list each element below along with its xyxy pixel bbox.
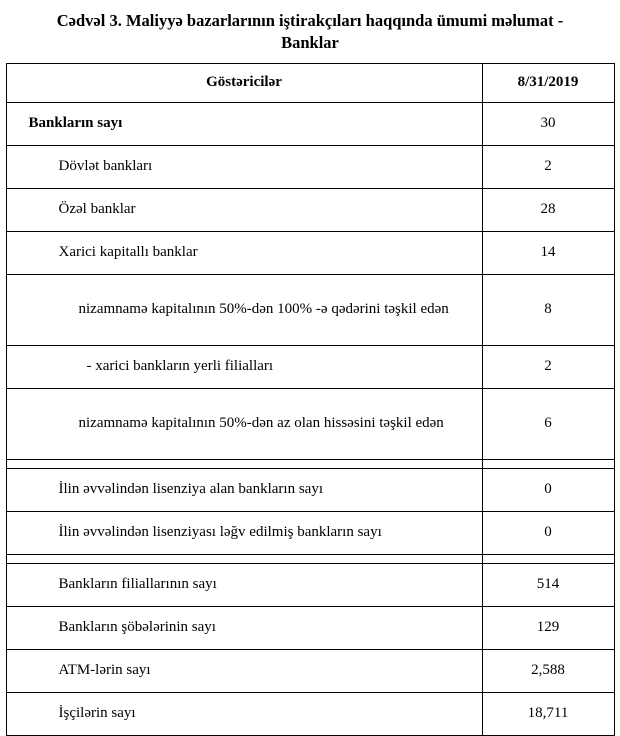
table-row bbox=[6, 649, 614, 692]
row-label: ATM-lərin sayı bbox=[6, 649, 482, 692]
spacer-cell bbox=[6, 459, 482, 468]
row-label: Bankların şöbələrinin sayı bbox=[6, 606, 482, 649]
table-header bbox=[6, 63, 614, 102]
row-label: İlin əvvəlindən lisenziya alan bankların sayı bbox=[6, 468, 482, 511]
table-row bbox=[6, 692, 614, 735]
table-row bbox=[6, 231, 614, 274]
row-label: - xarici bankların yerli filialları bbox=[6, 345, 482, 388]
row-value: 6 bbox=[482, 388, 614, 459]
row-value: 0 bbox=[482, 468, 614, 511]
row-value: 0 bbox=[482, 511, 614, 554]
row-value: 28 bbox=[482, 188, 614, 231]
row-label: Xarici kapitallı banklar bbox=[6, 231, 482, 274]
row-label: İşçilərin sayı bbox=[6, 692, 482, 735]
table-row bbox=[6, 388, 614, 459]
row-value: 2 bbox=[482, 145, 614, 188]
table-row bbox=[6, 563, 614, 606]
table-header-row bbox=[6, 63, 614, 102]
row-label: Özəl banklar bbox=[6, 188, 482, 231]
row-value: 30 bbox=[482, 102, 614, 145]
row-value: 18,711 bbox=[482, 692, 614, 735]
row-value: 514 bbox=[482, 563, 614, 606]
row-value: 2 bbox=[482, 345, 614, 388]
banks-summary-table bbox=[6, 63, 615, 736]
table-spacer-row bbox=[6, 554, 614, 563]
row-label: nizamnamə kapitalının 50%-dən 100% -ə qədərini təşkil edən bbox=[6, 274, 482, 345]
row-value: 129 bbox=[482, 606, 614, 649]
table-row bbox=[6, 511, 614, 554]
table-row bbox=[6, 145, 614, 188]
column-header-indicator: Göstəricilər bbox=[6, 63, 482, 102]
spacer-cell bbox=[6, 554, 482, 563]
row-label: İlin əvvəlindən lisenziyası ləğv edilmiş bankların sayı bbox=[6, 511, 482, 554]
row-label: Bankların sayı bbox=[6, 102, 482, 145]
row-label: Dövlət bankları bbox=[6, 145, 482, 188]
table-title: Cədvəl 3. Maliyyə bazarlarının iştirakçıları haqqında ümumi məlumat - Banklar bbox=[56, 11, 564, 53]
table-body bbox=[6, 102, 614, 735]
table-row bbox=[6, 102, 614, 145]
row-value: 2,588 bbox=[482, 649, 614, 692]
table-row bbox=[6, 188, 614, 231]
spacer-cell bbox=[482, 554, 614, 563]
table-row bbox=[6, 606, 614, 649]
table-row bbox=[6, 345, 614, 388]
table-spacer-row bbox=[6, 459, 614, 468]
column-header-date: 8/31/2019 bbox=[482, 63, 614, 102]
row-label: Bankların filiallarının sayı bbox=[6, 563, 482, 606]
row-label: nizamnamə kapitalının 50%-dən az olan hissəsini təşkil edən bbox=[6, 388, 482, 459]
row-value: 14 bbox=[482, 231, 614, 274]
table-row bbox=[6, 468, 614, 511]
table-row bbox=[6, 274, 614, 345]
row-value: 8 bbox=[482, 274, 614, 345]
spacer-cell bbox=[482, 459, 614, 468]
